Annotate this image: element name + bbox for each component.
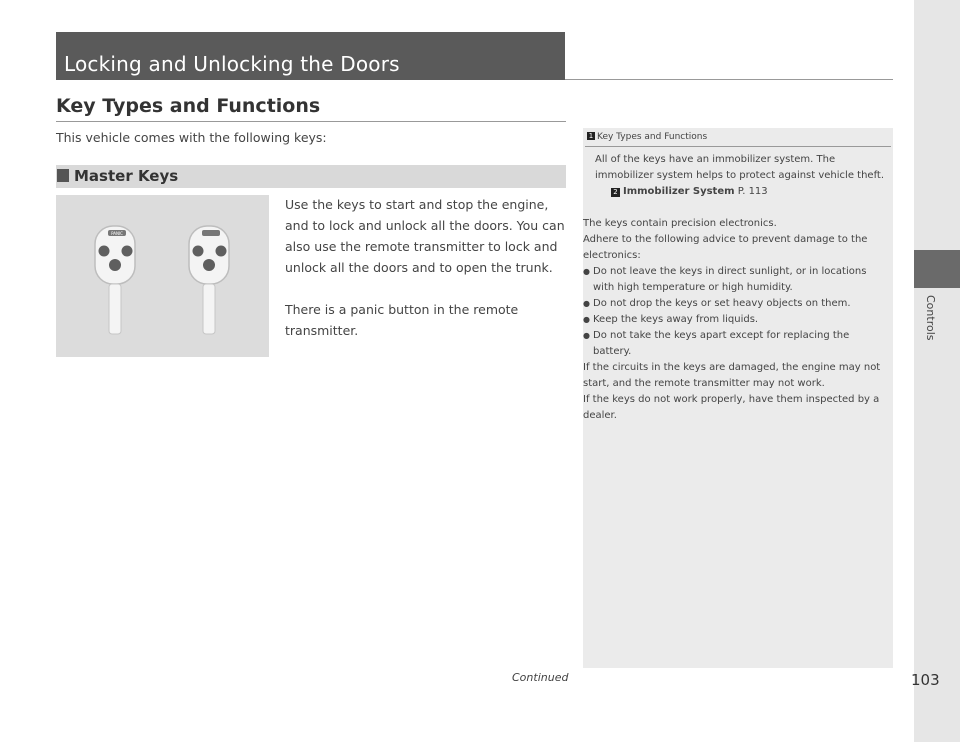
body-paragraph: Use the keys to start and stop the engine, and to lock and unlock all the doors. You can also use the remote transmitter to lock and unlock all the doors and to open the trunk. — [285, 197, 565, 275]
section-intro: This vehicle comes with the following keys: — [56, 130, 327, 145]
note-bullet: ● Keep the keys away from liquids. — [583, 312, 885, 328]
reference-arrow-icon: 2 — [611, 188, 620, 197]
note-bullet: ● Do not take the keys apart except for replacing the battery. — [583, 328, 885, 360]
note-body — [583, 152, 885, 424]
reference-page[interactable]: P. 113 — [737, 186, 768, 197]
note-heading — [587, 132, 707, 142]
chapter-side-tab — [914, 0, 960, 742]
note-heading-text: Key Types and Functions — [597, 132, 708, 142]
note-cross-reference[interactable] — [595, 184, 885, 200]
sidebar-note — [583, 128, 893, 668]
note-bullet-list — [583, 264, 885, 360]
note-paragraph: If the circuits in the keys are damaged, the engine may not start, and the remote transmitter may not work. — [583, 362, 881, 389]
master-key-right-icon — [189, 226, 229, 334]
subsection-title: Master Keys — [74, 167, 179, 185]
master-keys-illustration — [56, 195, 269, 357]
note-bullet: ● Do not leave the keys in direct sunlight, or in locations with high temperature or high humidity. — [583, 264, 885, 296]
section-divider — [56, 121, 566, 122]
chapter-tab-marker — [914, 250, 960, 288]
note-arrow-icon: 1 — [588, 132, 594, 140]
subsection-marker-icon — [57, 169, 69, 182]
banner-divider — [565, 79, 893, 80]
chapter-banner — [56, 32, 565, 80]
section-title: Key Types and Functions — [56, 95, 321, 117]
master-keys-description — [285, 194, 575, 362]
chapter-title: Locking and Unlocking the Doors — [64, 52, 400, 76]
note-paragraph: The keys contain precision electronics. — [583, 218, 777, 229]
body-paragraph: There is a panic button in the remote transmitter. — [285, 302, 519, 338]
note-intro: All of the keys have an immobilizer system. The immobilizer system helps to protect against vehicle theft. — [595, 154, 885, 181]
continued-label: Continued — [512, 671, 569, 684]
note-paragraph: If the keys do not work properly, have them inspected by a dealer. — [583, 394, 880, 421]
note-bullet: ● Do not drop the keys or set heavy objects on them. — [583, 296, 885, 312]
note-divider — [585, 146, 891, 147]
master-key-left-icon — [95, 226, 135, 334]
chapter-tab-label: Controls — [924, 295, 937, 341]
reference-title[interactable]: Immobilizer System — [623, 186, 735, 197]
page-number: 103 — [911, 671, 940, 689]
note-paragraph: Adhere to the following advice to prevent damage to the electronics: — [583, 234, 868, 261]
key-panic-label: PANIC — [111, 231, 123, 236]
